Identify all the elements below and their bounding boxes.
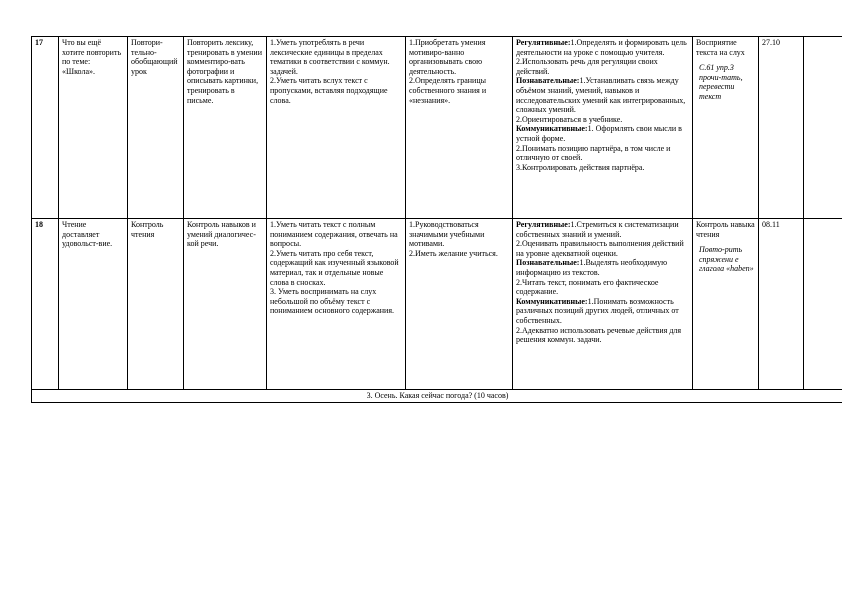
personal-results-cell <box>406 219 513 390</box>
lesson-type: Контроль чтения <box>128 219 184 390</box>
subject-results-cell <box>267 37 406 219</box>
uud-category: Познавательные: <box>516 76 580 86</box>
uud-item <box>516 163 689 173</box>
uud-item <box>516 57 689 76</box>
subject-result-item: 2.Уметь читать вслух текст с пропусками, вставляя подходящие слова. <box>270 76 388 105</box>
empty-cell <box>804 37 842 219</box>
uud-text: 3.Контролировать действия партнёра. <box>516 162 645 172</box>
subject-results-cell <box>267 219 406 390</box>
uud-item <box>516 220 689 239</box>
control-form: Контроль навыка чтения <box>696 220 755 239</box>
lesson-plan-table <box>31 36 842 403</box>
uud-item <box>516 258 689 277</box>
uud-text: 1.Выделять необходимую информацию из текстов. <box>516 258 668 277</box>
uud-item <box>516 124 689 143</box>
uud-category: Познавательные: <box>516 258 580 268</box>
uud-text: 1. Оформлять свои мысли в устной форме. <box>516 124 682 143</box>
table-row <box>32 219 842 390</box>
uud-item <box>516 239 689 258</box>
uud-item <box>516 76 689 114</box>
uud-category: Коммуникативные: <box>516 296 588 306</box>
homework: С.61 упр.3 прочи-тать, перевести текст <box>699 63 743 101</box>
uud-text: 2.Читать текст, понимать его фактическое содержание. <box>516 277 659 297</box>
lesson-topic: Чтение доставляет удовольст-вие. <box>59 219 128 390</box>
table-row <box>32 37 842 219</box>
personal-result-item: 1.Приобретать умения мотивиро-ванно организовывать свою деятельность. <box>409 38 486 76</box>
uud-cell <box>513 219 693 390</box>
empty-cell <box>804 219 842 390</box>
subject-result-item: 1.Уметь читать текст с полным пониманием содержания, отвечать на вопросы. <box>270 220 398 249</box>
control-form: Восприятие текста на слух <box>696 38 745 57</box>
lesson-date: 08.11 <box>759 219 804 390</box>
uud-cell <box>513 37 693 219</box>
lesson-type: Повтори-тельно-обобщающий урок <box>128 37 184 219</box>
uud-item <box>516 115 689 125</box>
control-cell <box>693 37 759 219</box>
uud-text: 2.Оценивать правильность выполнения действий на уровне адекватной оценки. <box>516 239 684 258</box>
uud-category: Регулятивные: <box>516 38 571 47</box>
uud-text: 2.Использовать речь для регуляции своих действий. <box>516 57 658 76</box>
uud-text: 1.Определять и формировать цель деятельности на уроке с помощью учителя. <box>516 38 687 57</box>
uud-text: 2.Ориентироваться в учебнике. <box>516 114 623 124</box>
subject-result-item: 2.Уметь читать про себя текст, содержащий как изученный языковой материал, так и отдельные новые слова в сносках. <box>270 248 399 287</box>
uud-text: 1.Стремиться к систематизации собственных знаний и умений. <box>516 220 679 239</box>
uud-item <box>516 144 689 163</box>
section-row <box>32 390 842 403</box>
control-cell <box>693 219 759 390</box>
lesson-topic: Что вы ещё хотите повторить по теме: «Школа». <box>59 37 128 219</box>
personal-results-cell <box>406 37 513 219</box>
personal-result-item: 2.Определять границы собственного знания и «незнания». <box>409 76 487 105</box>
uud-text: 2.Адекватно использовать речевые действия для решения коммун. задачи. <box>516 325 682 345</box>
lesson-goal: Контроль навыков и умений диалогичес-кой речи. <box>184 219 267 390</box>
uud-item <box>516 38 689 57</box>
uud-category: Коммуникативные: <box>516 124 588 134</box>
personal-result-item: 1.Руководствоваться значимыми учебными мотивами. <box>409 220 485 249</box>
uud-item <box>516 297 689 326</box>
uud-item <box>516 278 689 297</box>
uud-text: 2.Понимать позицию партнёра, в том числе и отличную от своей. <box>516 143 671 163</box>
uud-text: 1.Устанавливать связь между объёмом знаний, умений, навыков и исследовательских умений как интегрированных, сложных умений. <box>516 76 686 115</box>
lesson-date: 27.10 <box>759 37 804 219</box>
section-title: 3. Осень. Какая сейчас погода? (10 часов) <box>32 390 842 403</box>
uud-category: Регулятивные: <box>516 220 571 229</box>
subject-result-item: 3. Уметь воспринимать на слух небольшой по объёму текст с пониманием основного содержания. <box>270 287 395 316</box>
lesson-number: 17 <box>32 37 59 219</box>
homework: Повто-рить спряжени е глагола «haben» <box>699 245 754 274</box>
lesson-number: 18 <box>32 219 59 390</box>
personal-result-item: 2.Иметь желание учиться. <box>409 248 498 258</box>
uud-item <box>516 326 689 345</box>
lesson-goal: Повторить лексику, тренировать в умении комментиро-вать фотографии и описывать картинки, тренировать в письме. <box>184 37 267 219</box>
uud-text: 1.Понимать возможность различных позиций других людей, отличных от собственных. <box>516 296 679 325</box>
subject-result-item: 1.Уметь употреблять в речи лексические единицы в пределах тематики в соответствии с коммун. задачей. <box>270 38 390 76</box>
